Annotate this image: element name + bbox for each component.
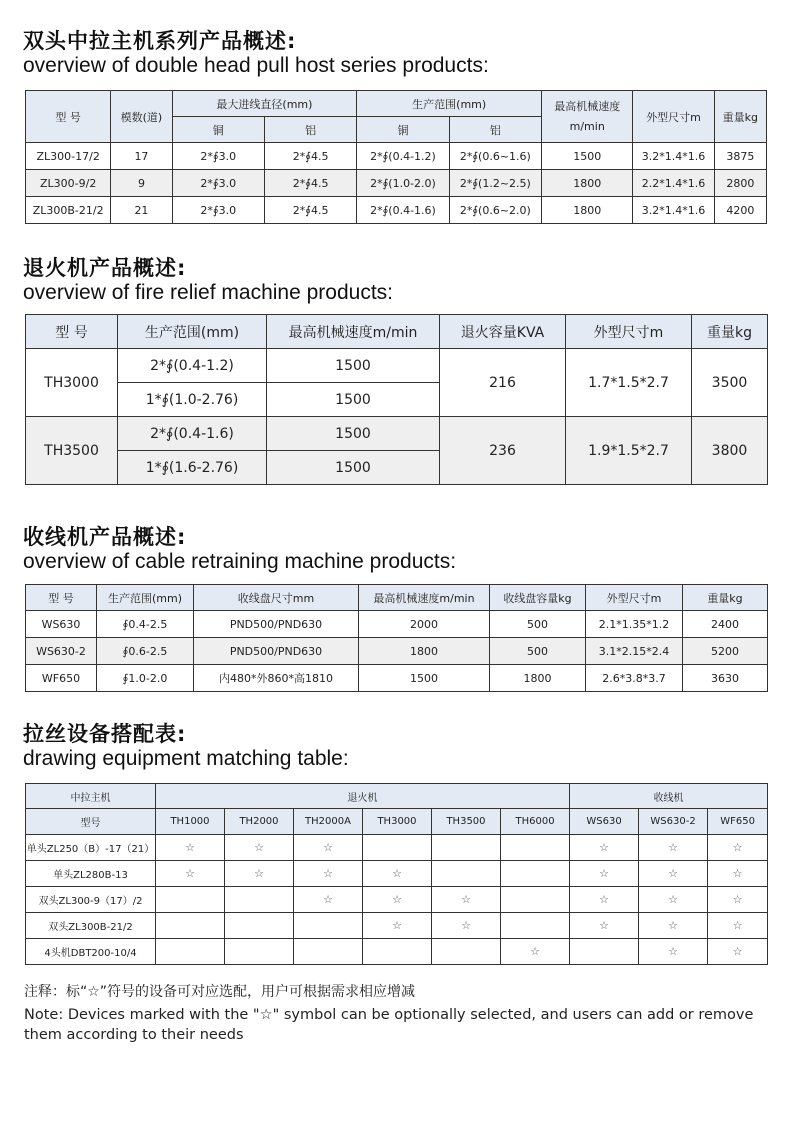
table-row [26,638,768,665]
table-row [26,170,767,197]
cell-weight: 3875 [714,143,766,170]
cell-model: ZL300-17/2 [26,143,111,170]
star-icon: ☆ [185,867,195,880]
match-cell [570,939,639,965]
cell-speed: 1500 [267,383,440,417]
match-cell [225,913,294,939]
cell-kva: 216 [440,349,566,417]
match-cell [432,861,501,887]
col-header-dies: 模数(道) [111,91,172,143]
star-icon: ☆ [323,867,333,880]
table-row [26,611,768,638]
match-cell [156,887,225,913]
cell-speed: 1500 [359,665,490,692]
match-cell [363,861,432,887]
match-cell [225,835,294,861]
match-cell [294,887,363,913]
star-icon: ☆ [254,867,264,880]
cell-al-r: 2*∮(1.2~2.5) [449,170,541,197]
star-icon: ☆ [599,867,609,880]
col-header-equipment: TH6000 [501,809,570,835]
host-series-table [25,90,767,224]
star-icon: ☆ [254,841,264,854]
match-cell [432,887,501,913]
col-header-reel: 收线盘尺寸mm [194,585,359,611]
star-icon: ☆ [668,867,678,880]
star-icon: ☆ [668,945,678,958]
cell-reel: PND500/PND630 [194,638,359,665]
cell-model: WS630-2 [26,638,97,665]
match-cell [432,913,501,939]
match-cell [708,835,768,861]
cell-weight: 3630 [683,665,768,692]
match-cell [294,939,363,965]
cell-range: 1*∮(1.6-2.76) [118,451,267,485]
cell-range: ∮0.4-2.5 [97,611,194,638]
cell-reel: 内480*外860*高1810 [194,665,359,692]
table-row [26,887,768,913]
cell-cu-in: 2*∮3.0 [172,197,264,224]
cell-cap: 1800 [490,665,586,692]
table-row [26,143,767,170]
section-title-cn: 双头中拉主机系列产品概述: [23,29,297,53]
table-row [26,939,768,965]
match-cell [501,887,570,913]
cell-range: 2*∮(0.4-1.6) [118,417,267,451]
cell-cap: 500 [490,638,586,665]
star-icon: ☆ [732,841,743,854]
cell-size: 2.1*1.35*1.2 [586,611,683,638]
cell-host-model: 4头机DBT200-10/4 [26,939,156,965]
star-icon: ☆ [732,867,743,880]
section-header-4 [23,721,349,771]
col-header-speed: 最高机械速度m/min [267,315,440,349]
col-header-copper: 铜 [172,117,264,143]
match-cell [432,835,501,861]
cell-dies: 21 [111,197,172,224]
cell-size: 1.7*1.5*2.7 [566,349,692,417]
match-cell [363,913,432,939]
col-header-equipment: TH1000 [156,809,225,835]
section-title-cn: 收线机产品概述: [23,525,187,549]
cell-weight: 3500 [692,349,768,417]
match-cell [570,861,639,887]
col-header-capacity: 收线盘容量kg [490,585,586,611]
table-row [26,417,768,451]
col-header-kva: 退火容量KVA [440,315,566,349]
match-cell [432,939,501,965]
cell-speed: 1500 [267,349,440,383]
col-header-size: 外型尺寸m [566,315,692,349]
cell-range: 2*∮(0.4-1.2) [118,349,267,383]
cell-al-r: 2*∮(0.6~1.6) [449,143,541,170]
table-row [26,197,767,224]
star-icon: ☆ [668,841,678,854]
star-icon: ☆ [323,841,333,854]
cell-cu-r: 2*∮(1.0-2.0) [357,170,449,197]
col-header-range: 生产范围(mm) [118,315,267,349]
cell-range: 1*∮(1.0-2.76) [118,383,267,417]
col-header-equipment: TH2000 [225,809,294,835]
star-icon: ☆ [732,893,743,906]
note-chinese: 注释：标“☆”符号的设备可对应选配，用户可根据需求相应增减 [24,984,416,1000]
cell-dies: 9 [111,170,172,197]
star-icon: ☆ [392,893,402,906]
cell-cu-in: 2*∮3.0 [172,170,264,197]
cell-al-in: 2*∮4.5 [264,197,356,224]
cell-size: 3.2*1.4*1.6 [633,143,714,170]
match-cell [156,861,225,887]
match-cell [225,939,294,965]
star-icon: ☆ [185,841,195,854]
match-cell [156,835,225,861]
col-header-speed: 最高机械速度m/min [359,585,490,611]
match-cell [501,835,570,861]
cell-model: WS630 [26,611,97,638]
cell-range: ∮0.6-2.5 [97,638,194,665]
match-cell [639,887,708,913]
match-cell [639,913,708,939]
section-title-en: overview of double head pull host series products: [23,54,489,77]
match-cell [570,835,639,861]
section-title-en: drawing equipment matching table: [23,747,349,770]
col-header-range: 生产范围(mm) [357,91,542,117]
col-header-model: 型 号 [26,585,97,611]
cell-al-r: 2*∮(0.6~2.0) [449,197,541,224]
star-icon: ☆ [599,841,609,854]
match-cell [639,861,708,887]
cell-speed: 1500 [267,417,440,451]
cell-dies: 17 [111,143,172,170]
cell-size: 2.2*1.4*1.6 [633,170,714,197]
match-cell [708,887,768,913]
col-header-model: 型号 [26,809,156,835]
section-header-1 [23,28,489,78]
cell-al-in: 2*∮4.5 [264,143,356,170]
match-cell [156,913,225,939]
table-row [26,861,768,887]
cell-cu-r: 2*∮(0.4-1.6) [357,197,449,224]
cell-speed: 1800 [542,197,633,224]
cell-model: TH3000 [26,349,118,417]
cell-speed: 1500 [267,451,440,485]
cell-host-model: 单头ZL250（B）-17（21） [26,835,156,861]
cell-cu-r: 2*∮(0.4-1.2) [357,143,449,170]
match-cell [501,939,570,965]
match-cell [294,861,363,887]
star-icon: ☆ [530,945,540,958]
star-icon: ☆ [323,893,333,906]
star-icon: ☆ [599,893,609,906]
cell-weight: 2800 [714,170,766,197]
col-header-aluminium: 铝 [449,117,541,143]
star-icon: ☆ [732,945,743,958]
col-header-max-inlet: 最大进线直径(mm) [172,91,357,117]
match-cell [225,861,294,887]
cell-kva: 236 [440,417,566,485]
col-header-equipment: WS630-2 [639,809,708,835]
match-cell [363,887,432,913]
col-header-size: 外型尺寸m [586,585,683,611]
match-cell [570,887,639,913]
cell-reel: PND500/PND630 [194,611,359,638]
cell-host-model: 双头ZL300B-21/2 [26,913,156,939]
section-header-3 [23,524,456,574]
cell-speed: 2000 [359,611,490,638]
star-icon: ☆ [668,919,678,932]
section-title-en: overview of cable retraining machine products: [23,550,457,573]
col-header-anneal: 退火机 [156,784,570,809]
col-header-main: 中拉主机 [26,784,156,809]
table-row [26,665,768,692]
col-header-weight: 重量kg [692,315,768,349]
cell-size: 3.2*1.4*1.6 [633,197,714,224]
match-cell [708,913,768,939]
cell-host-model: 单头ZL280B-13 [26,861,156,887]
col-header-size: 外型尺寸m [633,91,714,143]
star-icon: ☆ [461,919,471,932]
col-header-model: 型 号 [26,91,111,143]
star-icon: ☆ [392,919,402,932]
col-header-speed: 最高机械速度m/min [542,91,633,143]
table-row [26,349,768,383]
table-row [26,835,768,861]
anneal-table [25,314,768,485]
note-english: Note: Devices marked with the "☆" symbol can be optionally selected, and users can add or remove them according to their needs [24,1007,754,1043]
match-cell [501,913,570,939]
star-icon: ☆ [732,919,743,932]
col-header-weight: 重量kg [714,91,766,143]
col-header-model: 型 号 [26,315,118,349]
match-cell [294,913,363,939]
star-icon: ☆ [668,893,678,906]
star-icon: ☆ [599,919,609,932]
match-cell [570,913,639,939]
match-cell [363,835,432,861]
cell-weight: 4200 [714,197,766,224]
match-cell [501,861,570,887]
match-cell [225,887,294,913]
col-header-copper: 铜 [357,117,449,143]
cell-model: ZL300-9/2 [26,170,111,197]
section-title-cn: 拉丝设备搭配表: [23,722,187,746]
col-header-equipment: TH3000 [363,809,432,835]
cell-speed: 1500 [542,143,633,170]
cell-model: ZL300B-21/2 [26,197,111,224]
cell-size: 2.6*3.8*3.7 [586,665,683,692]
cell-size: 1.9*1.5*2.7 [566,417,692,485]
cell-host-model: 双头ZL300-9（17）/2 [26,887,156,913]
cell-speed: 1800 [359,638,490,665]
cell-weight: 2400 [683,611,768,638]
star-icon: ☆ [461,893,471,906]
match-cell [639,835,708,861]
match-cell [363,939,432,965]
cell-weight: 3800 [692,417,768,485]
col-header-equipment: WF650 [708,809,768,835]
matching-table [25,783,768,965]
star-icon: ☆ [392,867,402,880]
cell-speed: 1800 [542,170,633,197]
col-header-weight: 重量kg [683,585,768,611]
cell-al-in: 2*∮4.5 [264,170,356,197]
table-row [26,913,768,939]
col-header-equipment: WS630 [570,809,639,835]
col-header-range: 生产范围(mm) [97,585,194,611]
section-header-2 [23,255,393,305]
col-header-takeup: 收线机 [570,784,768,809]
match-cell [639,939,708,965]
cell-weight: 5200 [683,638,768,665]
cell-model: WF650 [26,665,97,692]
match-cell [156,939,225,965]
match-cell [708,939,768,965]
takeup-table [25,584,768,692]
col-header-equipment: TH2000A [294,809,363,835]
match-cell [708,861,768,887]
col-header-equipment: TH3500 [432,809,501,835]
section-title-en: overview of fire relief machine products: [23,281,393,304]
cell-range: ∮1.0-2.0 [97,665,194,692]
cell-cu-in: 2*∮3.0 [172,143,264,170]
match-cell [294,835,363,861]
section-title-cn: 退火机产品概述: [23,256,187,280]
col-header-aluminium: 铝 [264,117,356,143]
cell-cap: 500 [490,611,586,638]
cell-model: TH3500 [26,417,118,485]
cell-size: 3.1*2.15*2.4 [586,638,683,665]
